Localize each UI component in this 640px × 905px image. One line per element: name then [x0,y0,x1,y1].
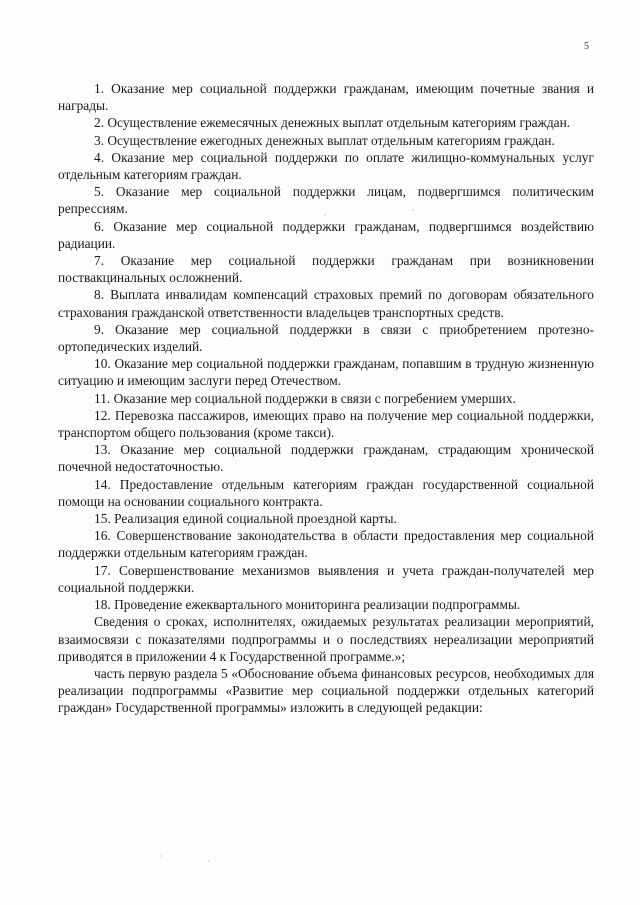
paragraph-7: 7. Оказание мер социальной поддержки гражданам при возникновении поствакцинальных осложнений. [58,253,594,286]
paragraph-4: 4. Оказание мер социальной поддержки по оплате жилищно-коммунальных услуг отдельным категориям граждан. [58,149,594,183]
paragraph-results-info: Сведения о сроках, исполнителях, ожидаемых результатах реализации мероприятий, взаимосвязи с показателями подпрограммы и о последствиях нереализации мероприятий приводятся в приложении 4 к Государственной программе.»; [58,614,594,664]
paragraph-17: 17. Совершенствование механизмов выявления и учета граждан-получателей мер социальной поддержки. [58,562,594,595]
paragraph-12: 12. Перевозка пассажиров, имеющих право на получение мер социальной поддержки, транспортом общего пользования (кроме такси). [58,407,594,441]
paragraph-1: 1. Оказание мер социальной поддержки гражданам, имеющим почетные звания и награды. [58,81,594,114]
paragraph-5: 5. Оказание мер социальной поддержки лицам, подвергшимся политическим репрессиям. [58,184,594,217]
paragraph-8: 8. Выплата инвалидам компенсаций страховых премий по договорам обязательного страхования гражданской ответственности владельцев транспортных средств. [58,287,594,320]
paragraph-9: 9. Оказание мер социальной поддержки в связи с приобретением протезно-ортопедических изделий. [58,321,594,355]
paragraph-6: 6. Оказание мер социальной поддержки гражданам, подвергшимся воздействию радиации. [58,218,594,251]
paragraph-15: 15. Реализация единой социальной проездной карты. [94,511,397,527]
document-body [58,80,594,717]
paragraph-14: 14. Предоставление отдельным категориям граждан государственной социальной помощи на основании социального контракта. [58,476,594,509]
scan-speck [324,214,326,216]
paragraph-18: 18. Проведение ежеквартального мониторинга реализации подпрограммы. [94,597,521,613]
paragraph-13: 13. Оказание мер социальной поддержки гражданам, страдающим хронической почечной недостаточностью. [58,442,594,475]
paragraph-11: 11. Оказание мер социальной поддержки в связи с погребением умерших. [94,390,516,406]
scan-speck [412,209,414,211]
scan-speck [160,855,162,857]
paragraph-16: 16. Совершенствование законодательства в области предоставления мер социальной поддержки отдельным категориям граждан. [58,528,594,561]
paragraph-2: 2. Осуществление ежемесячных денежных выплат отдельным категориям граждан. [94,115,571,131]
paragraph-section-5-amendment: часть первую раздела 5 «Обоснование объема финансовых ресурсов, необходимых для реализации подпрограммы «Развитие мер социальной поддержки отдельных категорий граждан» Государственной программы» изложить в следующей редакции: [58,665,594,716]
page-number: 5 [584,41,589,52]
scan-speck [208,860,210,862]
paragraph-3: 3. Осуществление ежегодных денежных выплат отдельным категориям граждан. [94,132,555,148]
paragraph-10: 10. Оказание мер социальной поддержки гражданам, попавшим в трудную жизненную ситуацию и имеющим заслуги перед Отечеством. [58,356,594,389]
